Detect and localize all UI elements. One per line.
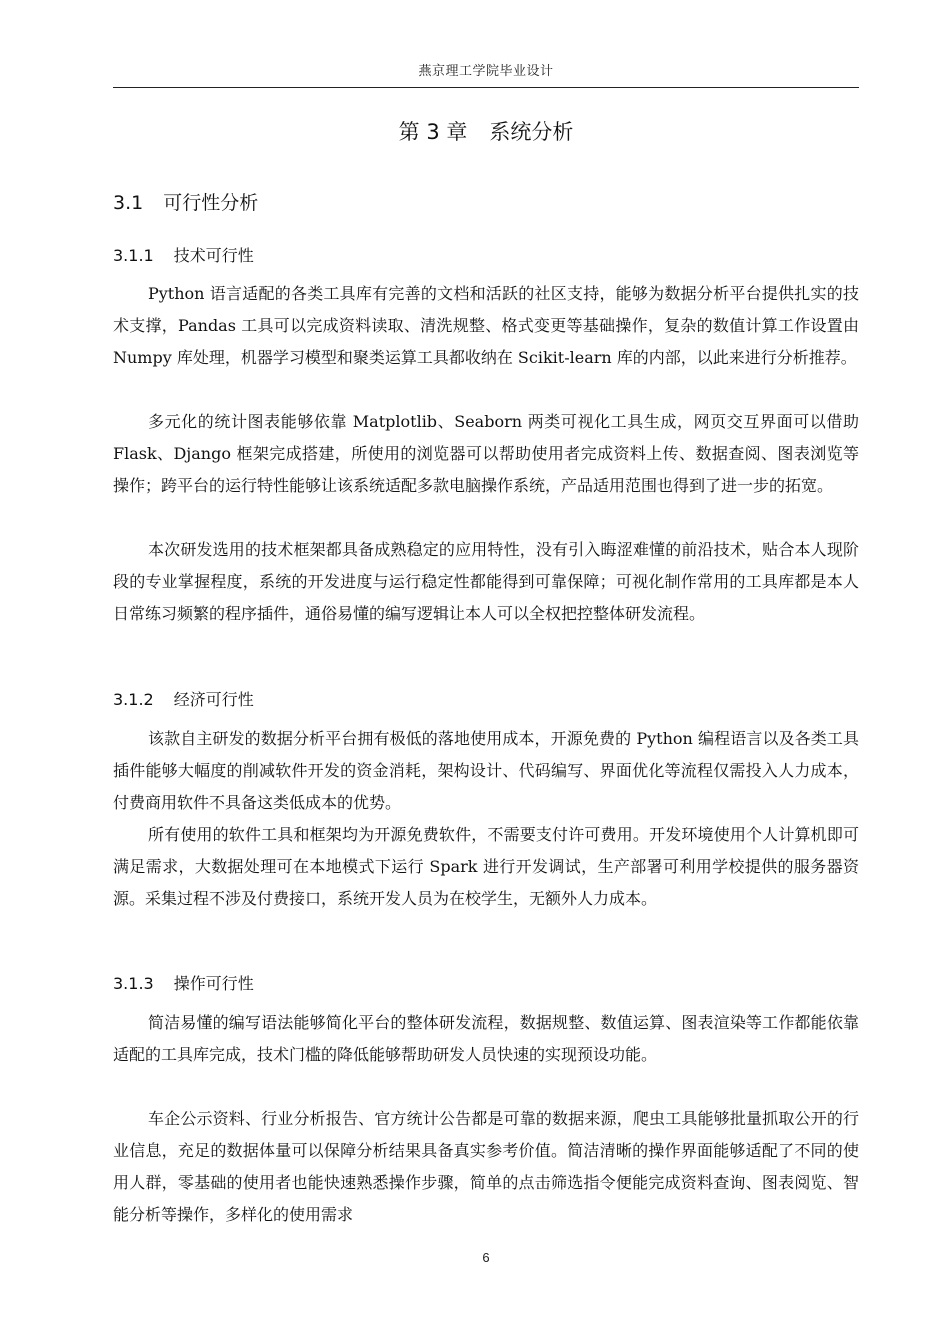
page-number: 6 <box>482 1250 490 1265</box>
paragraph: 车企公示资料、行业分析报告、官方统计公告都是可靠的数据来源，爬虫工具能够批量抓取公开的行业信息，充足的数据体量可以保障分析结果具备真实参考价值。简洁清晰的操作界面能够适配了不同的使用人群，零基础的使用者也能快速熟悉操作步骤，简单的点击筛选指令便能完成资料查询、图表阅览、智能分析等操作，多样化的使用需求 <box>113 1109 859 1224</box>
paragraph: 该款自主研发的数据分析平台拥有极低的落地使用成本，开源免费的 Python 编程语言以及各类工具插件能够大幅度的削减软件开发的资金消耗，架构设计、代码编写、界面优化等流程仅需投入人力成本，付费商用软件不具备这类低成本的优势。 <box>113 729 859 812</box>
paragraph: 所有使用的软件工具和框架均为开源免费软件，不需要支付许可费用。开发环境使用个人计算机即可满足需求，大数据处理可在本地模式下运行 Spark 进行开发调试，生产部署可利用学校提供的服务器资源。采集过程不涉及付费接口，系统开发人员为在校学生，无额外人力成本。 <box>113 825 859 908</box>
chapter-number: 第 3 章 <box>398 120 468 144</box>
section-title-text: 可行性分析 <box>163 192 259 214</box>
subsection-number: 3.1.3 <box>113 974 154 993</box>
subsection-heading-3-1-2 <box>113 687 254 710</box>
section-heading-3-1 <box>113 188 258 215</box>
subsection-heading-3-1-1 <box>113 243 254 266</box>
paragraph: 本次研发选用的技术框架都具备成熟稳定的应用特性，没有引入晦涩难懂的前沿技术，贴合本人现阶段的专业掌握程度，系统的开发进度与运行稳定性都能得到可靠保障；可视化制作常用的工具库都是本人日常练习频繁的程序插件，通俗易懂的编写逻辑让本人可以全权把控整体研发流程。 <box>113 540 859 623</box>
subsection-heading-3-1-3 <box>113 971 254 994</box>
chapter-title-text: 系统分析 <box>489 120 574 144</box>
subsection-number: 3.1.2 <box>113 690 154 709</box>
paragraph: 多元化的统计图表能够依靠 Matplotlib、Seaborn 两类可视化工具生成，网页交互界面可以借助 Flask、Django 框架完成搭建，所使用的浏览器可以帮助使用者完成资料上传、数据查阅、图表浏览等操作；跨平台的运行特性能够让该系统适配多款电脑操作系统，产品适用范围也得到了进一步的拓宽。 <box>113 412 859 495</box>
subsection-title-text: 经济可行性 <box>173 690 254 709</box>
chapter-title <box>113 116 859 146</box>
subsection-number: 3.1.1 <box>113 246 154 265</box>
header-divider <box>113 87 859 88</box>
paragraph: 简洁易懂的编写语法能够简化平台的整体研发流程，数据规整、数值运算、图表渲染等工作都能依靠适配的工具库完成，技术门槛的降低能够帮助研发人员快速的实现预设功能。 <box>113 1013 859 1064</box>
subsection-title-text: 技术可行性 <box>173 246 254 265</box>
subsection-title-text: 操作可行性 <box>173 974 254 993</box>
running-header: 燕京理工学院毕业设计 <box>418 64 554 79</box>
paragraph: Python 语言适配的各类工具库有完善的文档和活跃的社区支持，能够为数据分析平台提供扎实的技术支撑，Pandas 工具可以完成资料读取、清洗规整、格式变更等基础操作，复杂的数值计算工作设置由 Numpy 库处理，机器学习模型和聚类运算工具都收纳在 Scikit-learn 库的内部，以此来进行分析推荐。 <box>113 284 859 367</box>
section-number: 3.1 <box>113 192 144 214</box>
